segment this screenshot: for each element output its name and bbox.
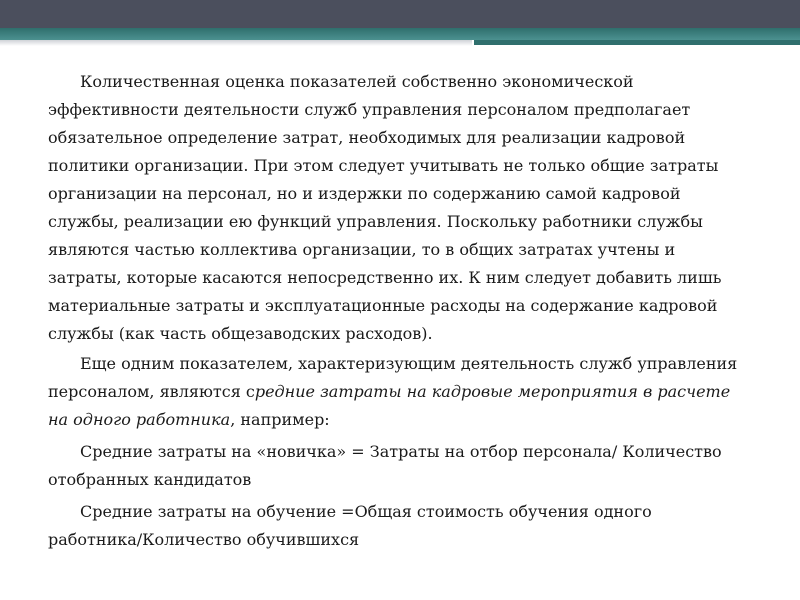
header-accent-tab (474, 40, 800, 50)
paragraph-average-costs-emphasis: редние затраты на кадровые мероприятия в расчете на одного работника (48, 382, 731, 429)
paragraph-average-costs-tail: , например: (230, 410, 330, 429)
header-bar (0, 0, 800, 28)
paragraph-average-costs (48, 350, 748, 434)
paragraph-cost-evaluation: Количественная оценка показателей собственно экономической эффективности деятельности служб управления персоналом предполагает обязательное определение затрат, необходимых для реализации кадровой политики организации. При этом следует учитывать не только общие затраты организации на персонал, но и издержки по содержанию самой кадровой службы, реализации ею функций управления. Поскольку работники службы являются частью коллектива организации, то в общих затратах учтены и затраты, которые касаются непосредственно их. К ним следует добавить лишь материальные затраты и эксплуатационные расходы на содержание кадровой службы (как часть общезаводских расходов). (48, 72, 722, 343)
header-accent-strip (0, 28, 800, 40)
header-shadow-line (0, 40, 472, 46)
formula-training-cost: Средние затраты на обучение =Общая стоимость обучения одного работника/Количество обучившихся (48, 502, 652, 549)
slide-body (48, 68, 748, 556)
paragraph-average-costs-lead: Еще одним показателем, характеризующим деятельность служб управления персоналом, являются с (48, 354, 738, 401)
formula-newcomer-cost: Средние затраты на «новичка» = Затраты на отбор персонала/ Количество отобранных кандидатов (48, 442, 722, 489)
